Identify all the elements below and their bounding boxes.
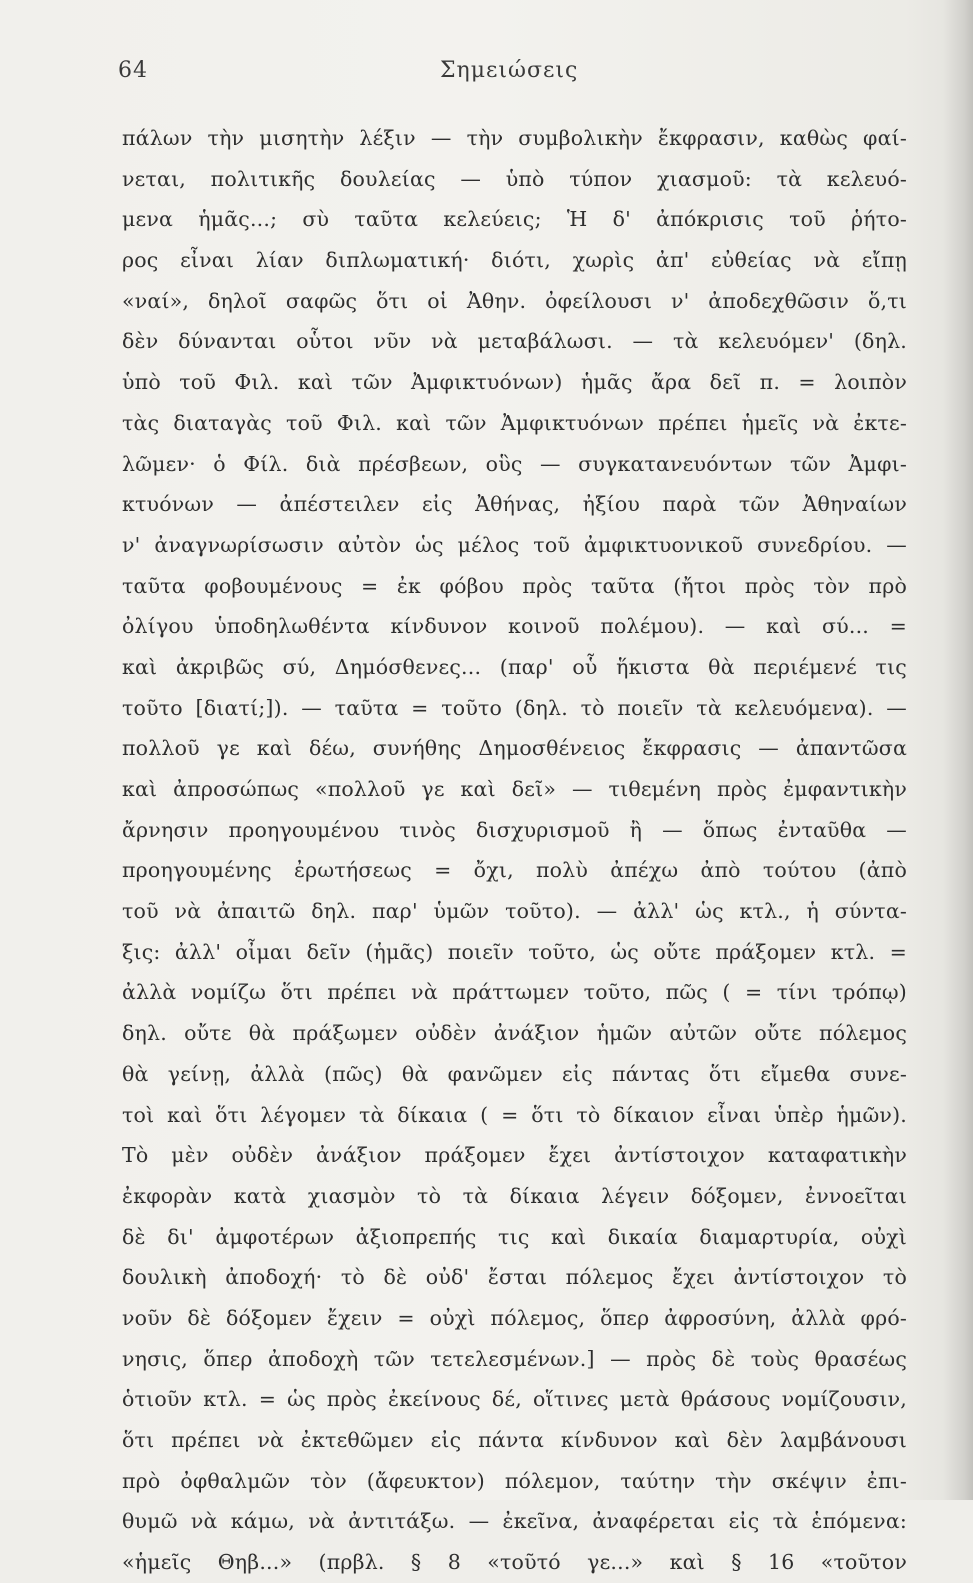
spine-shadow [943, 0, 973, 1500]
text-line: πάλων τὴν μισητὴν λέξιν — τὴν συμβολικὴν ἔκφρασιν, καθὼς φαί- [122, 126, 907, 150]
running-title: Σημειώσεις [440, 58, 579, 83]
page-number: 64 [118, 58, 148, 83]
text-line: δὲν δύνανται οὗτοι νῦν νὰ μεταβάλωσι. — τὰ κελευόμεν' (δηλ. [122, 329, 907, 354]
text-line: ξις: ἀλλ' οἶμαι δεῖν (ἡμᾶς) ποιεῖν τοῦτο, ὡς οὔτε πράξομεν κτλ. = [122, 939, 907, 964]
text-line: λῶμεν· ὁ Φίλ. διὰ πρέσβεων, οὓς — συγκατανευόντων τῶν Ἀμφι- [122, 451, 907, 476]
text-line: δὲ δι' ἀμφοτέρων ἀξιοπρεπής τις καὶ δικαία διαμαρτυρία, οὐχὶ [122, 1224, 907, 1249]
text-line: καὶ ἀκριβῶς σύ, Δημόσθενες... (παρ' οὗ ἥκιστα θὰ περιέμενέ τις [122, 654, 907, 679]
text-line: ρος εἶναι λίαν διπλωματική· διότι, χωρὶς ἀπ' εὐθείας νὰ εἴπῃ [122, 248, 907, 273]
text-line: ἐκφορὰν κατὰ χιασμὸν τὸ τὰ δίκαια λέγειν δόξομεν, ἐννοεῖται [122, 1183, 907, 1208]
text-line: «ναί», δηλοῖ σαφῶς ὅτι οἱ Ἀθην. ὀφείλουσι ν' ἀποδεχθῶσιν ὅ,τι [122, 288, 907, 313]
text-line: νησις, ὅπερ ἀποδοχὴ τῶν τετελεσμένων.] — πρὸς δὲ τοὺς θρασέως [122, 1346, 907, 1371]
text-line: μενα ἡμᾶς...; σὺ ταῦτα κελεύεις; Ἡ δ' ἀπόκρισις τοῦ ῥήτο- [122, 207, 907, 232]
text-line: καὶ ἀπροσώπως «πολλοῦ γε καὶ δεῖ» — τιθεμένη πρὸς ἐμφαντικὴν [122, 777, 907, 801]
text-line: δηλ. οὔτε θὰ πράξωμεν οὐδὲν ἀνάξιον ἡμῶν αὐτῶν οὔτε πόλεμος [122, 1021, 907, 1046]
text-line: προηγουμένης ἐρωτήσεως = ὄχι, πολὺ ἀπέχω ἀπὸ τούτου (ἀπὸ [122, 858, 907, 883]
text-line: πρὸ ὀφθαλμῶν τὸν (ἄφευκτον) πόλεμον, ταύτην τὴν σκέψιν ἐπι- [122, 1468, 907, 1493]
page-header [0, 58, 973, 98]
text-line: ὁτιοῦν κτλ. = ὡς πρὸς ἐκείνους δέ, οἵτινες μετὰ θράσους νομίζουσιν, [122, 1387, 907, 1412]
text-line: τοῦ νὰ ἀπαιτῶ δηλ. παρ' ὑμῶν τοῦτο). — ἀλλ' ὡς κτλ., ἡ σύντα- [122, 899, 907, 924]
text-line: νεται, πολιτικῆς δουλείας — ὑπὸ τύπον χιασμοῦ: τὰ κελευό- [122, 166, 907, 191]
text-line: δουλικὴ ἀποδοχή· τὸ δὲ οὐδ' ἔσται πόλεμος ἔχει ἀντίστοιχον τὸ [122, 1265, 907, 1290]
body-text [122, 118, 907, 1583]
text-line: ὀλίγου ὑποδηλωθέντα κίνδυνον κοινοῦ πολέμου). — καὶ σύ... = [122, 614, 907, 639]
text-line: πολλοῦ γε καὶ δέω, συνήθης Δημοσθένειος ἔκφρασις — ἀπαντῶσα [122, 736, 907, 761]
text-line: ὑπὸ τοῦ Φιλ. καὶ τῶν Ἀμφικτυόνων) ἡμᾶς ἄρα δεῖ π. = λοιπὸν [122, 370, 907, 395]
text-line: κτυόνων — ἀπέστειλεν εἰς Ἀθήνας, ἠξίου παρὰ τῶν Ἀθηναίων [122, 492, 907, 517]
text-line: θυμῶ νὰ κάμω, νὰ ἀντιτάξω. — ἐκεῖνα, ἀναφέρεται εἰς τὰ ἑπόμενα: [122, 1509, 907, 1534]
text-line: «ἡμεῖς Θηβ...» (πρβλ. § 8 «τοῦτό γε...» καὶ § 16 «τοῦτον [122, 1550, 907, 1575]
text-line: ν' ἀναγνωρίσωσιν αὐτὸν ὡς μέλος τοῦ ἀμφικτυονικοῦ συνεδρίου. — [122, 532, 907, 557]
text-line: τὰς διαταγὰς τοῦ Φιλ. καὶ τῶν Ἀμφικτυόνων πρέπει ἡμεῖς νὰ ἐκτε- [122, 410, 907, 435]
text-line: θὰ γείνῃ, ἀλλὰ (πῶς) θὰ φανῶμεν εἰς πάντας ὅτι εἴμεθα συνε- [122, 1061, 907, 1086]
text-line: ἄρνησιν προηγουμένου τινὸς δισχυρισμοῦ ἢ — ὅπως ἐνταῦθα — [122, 817, 907, 842]
text-line: τοὶ καὶ ὅτι λέγομεν τὰ δίκαια ( = ὅτι τὸ δίκαιον εἶναι ὑπὲρ ἡμῶν). [122, 1102, 907, 1127]
text-line: Τὸ μὲν οὐδὲν ἀνάξιον πράξομεν ἔχει ἀντίστοιχον καταφατικὴν [122, 1143, 907, 1168]
text-line: ταῦτα φοβουμένους = ἐκ φόβου πρὸς ταῦτα (ἤτοι πρὸς τὸν πρὸ [122, 573, 907, 598]
text-line: τοῦτο [διατί;]). — ταῦτα = τοῦτο (δηλ. τὸ ποιεῖν τὰ κελευόμενα). — [122, 695, 907, 720]
text-line: νοῦν δὲ δόξομεν ἔχειν = οὐχὶ πόλεμος, ὅπερ ἀφροσύνη, ἀλλὰ φρό- [122, 1305, 907, 1330]
text-line: ὅτι πρέπει νὰ ἐκτεθῶμεν εἰς πάντα κίνδυνον καὶ δὲν λαμβάνουσι [122, 1428, 907, 1452]
text-line: ἀλλὰ νομίζω ὅτι πρέπει νὰ πράττωμεν τοῦτο, πῶς ( = τίνι τρόπῳ) [122, 980, 907, 1005]
